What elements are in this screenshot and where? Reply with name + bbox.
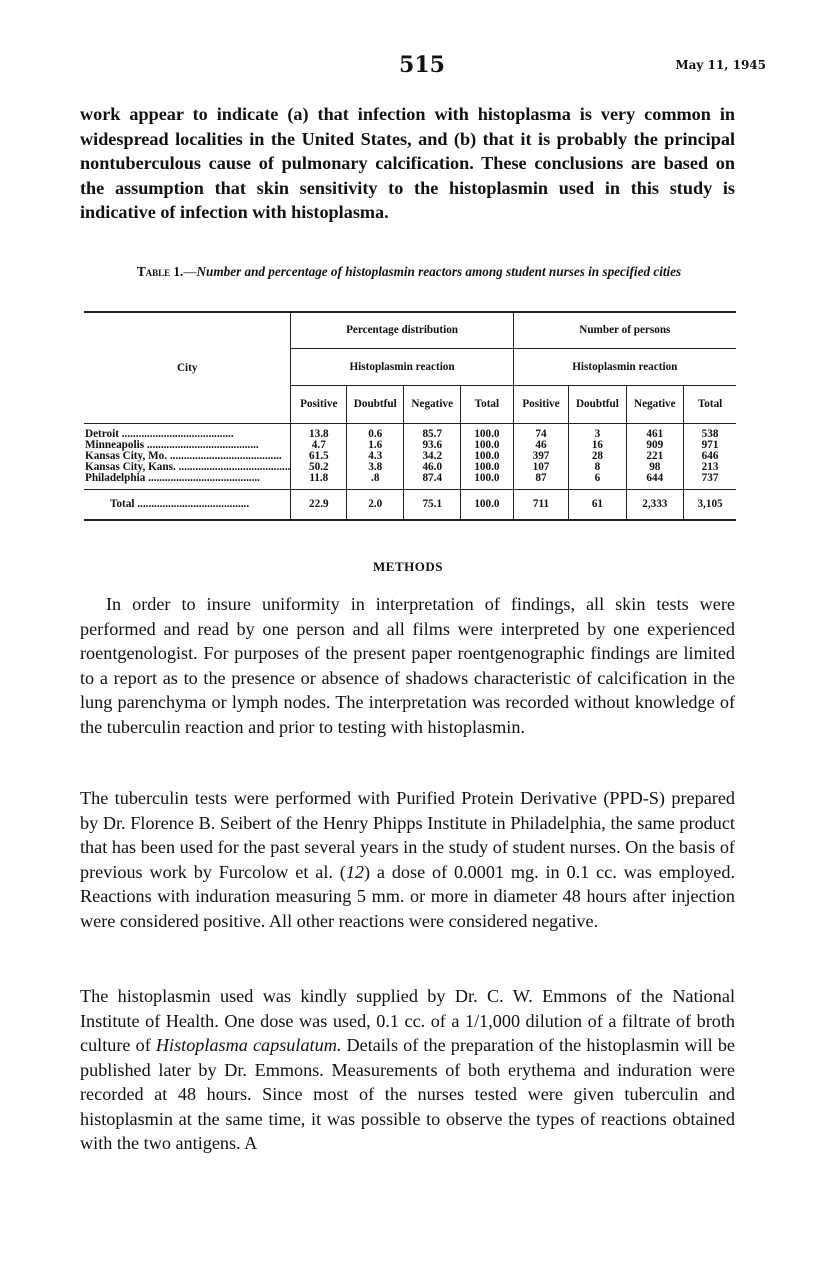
table-cell: .8 [371,471,380,484]
page-header [78,52,766,82]
col-negative: Negative [404,385,461,423]
intro-paragraph: work appear to indicate (a) that infection with histoplasma is very common in widespread localities in the United States, and (b) that it is probably the principal nontuberculous cause of pulmonary calcification. These conclusions are based on the assumption that skin sensitivity to the histoplasmin used in this study is indicative of infection with histoplasma. [80,104,735,222]
paragraph-text: Details of the preparation of the histoplasmin will be published later by Dr. Emmons. Measurements of both erythema and induration were recorded at 48 hours. Since most of the nurses tested were given tuberculin and histoplasmin at the same time, it was possible to observe the types of reactions obtained with the two antigens. A [80,1035,735,1153]
paragraph-text: The tuberculin tests were performed with Purified Protein Derivative (PPD-S) prepared by Dr. Florence B. Seibert of the Henry Phipps Institute in Philadelphia, the same product that has been used for the past several years in the study of student nurses. On the basis of previous work by Furcolow et al. ( [80,788,735,882]
table-body-rows [84,423,736,489]
total-cell: 3,105 [684,489,736,520]
total-cell: 61 [569,489,626,520]
table-cell: 1.6 [368,438,383,451]
caption-label: Table 1. [136,264,184,279]
city-list [84,423,291,489]
paragraph-text: The histoplasmin used was kindly supplied by Dr. C. W. Emmons of the National Institute of Health. One dose was used, 0.1 cc. of a 1/1,000 dilution of a filtrate of broth culture of [80,986,735,1055]
table-cell: 100.0 [474,471,500,484]
table-cell: 13.8 [309,427,329,440]
percent-subgroup-header: Histoplasmin reaction [291,348,513,385]
table-cell: 34.2 [422,449,443,462]
total-cell: 2.0 [347,489,404,520]
table-row-city: Philadelphia ........................................ [85,472,260,484]
page-number: 515 [399,52,445,78]
caption-dash: — [183,264,197,279]
table-cell: 100.0 [474,460,500,473]
table-cell: 909 [646,438,664,451]
col-total: Total [461,385,513,423]
num-negative-cell [626,423,684,489]
issue-date: May 11, 1945 [675,58,766,72]
table-cell: 538 [701,427,719,440]
col-negative: Negative [626,385,684,423]
organism-name: Histoplasma capsulatum. [155,1035,342,1055]
methods-paragraph-2 [80,786,735,933]
table-cell: 74 [535,427,547,440]
table-cell: 397 [532,449,550,462]
table-cell: 3 [594,427,601,440]
table-cell: 16 [591,438,604,451]
total-cell: 2,333 [626,489,684,520]
table-cell: 644 [646,471,664,484]
paragraph-text: ) a dose of 0.0001 mg. in 0.1 cc. was employed. Reactions with induration measuring 5 mm. or more in diameter 48 hours after injection were considered positive. All other reactions were considered negative. [80,861,735,931]
table-cell: 100.0 [474,427,500,440]
table-cell: 98 [649,460,661,473]
table-cell: 46.0 [422,460,443,473]
city-header: City [84,312,291,423]
table-cell: 461 [646,427,664,440]
total-label: Total ........................................ [110,498,250,511]
caption-text: Number and percentage of histoplasmin reactors among student nurses in specified cities [196,264,682,279]
methods-paragraph-3 [80,984,735,1156]
total-row [84,489,736,520]
num-doubtful-cell [569,423,626,489]
col-doubtful: Doubtful [347,385,404,423]
table-cell: 213 [701,460,719,473]
table-cell: 100.0 [474,438,500,451]
col-doubtful: Doubtful [569,385,626,423]
table-cell: 646 [701,449,719,462]
total-cell: 75.1 [404,489,461,520]
table-cell: 8 [594,460,601,473]
number-subgroup-header: Histoplasmin reaction [513,348,736,385]
table-cell: 4.3 [368,449,383,462]
total-cell: 100.0 [461,489,513,520]
num-total-cell [684,423,736,489]
num-positive-cell [513,423,569,489]
table-row-city: Kansas City, Mo. ........................................ [85,450,282,462]
table-cell: 28 [591,449,604,462]
table-cell: 221 [646,449,664,462]
methods-paragraph-1: In order to insure uniformity in interpretation of findings, all skin tests were performed and read by one person and all films were interpreted by one experienced roentgenologist. For purposes of the present paper roentgenographic findings are limited to a report as to the presence or absence of shadows characteristic of calcification in the lung parenchyma or lymph nodes. The interpretation was recorded without knowledge of the tuberculin reaction and prior to testing with histoplasmin. [80,594,735,737]
table-cell: 4.7 [311,438,326,451]
table-cell: 46 [535,438,547,451]
table-row-city: Minneapolis ........................................ [85,439,259,451]
col-positive: Positive [291,385,347,423]
table-cell: 11.8 [309,471,329,484]
table-cell: 3.8 [368,460,383,473]
table-cell: 87 [535,471,547,484]
col-total: Total [684,385,736,423]
table-cell: 737 [701,471,719,484]
reactors-table [84,311,736,521]
table-row-city: Detroit ........................................ [85,428,234,440]
table-cell: 100.0 [474,449,500,462]
pct-doubtful-cell [347,423,404,489]
table-cell: 0.6 [368,427,383,440]
percent-group-header: Percentage distribution [291,312,513,348]
table-row-city: Kansas City, Kans. ........................................ [85,461,291,473]
table-cell: 61.5 [309,449,329,462]
pct-positive-cell [291,423,347,489]
table-cell: 971 [701,438,719,451]
table-cell: 87.4 [422,471,443,484]
pct-negative-cell [404,423,461,489]
number-group-header: Number of persons [513,312,736,348]
table-cell: 50.2 [309,460,329,473]
section-heading: METHODS [373,559,443,574]
table-cell: 107 [532,460,550,473]
total-cell: 22.9 [291,489,347,520]
total-cell: 711 [513,489,569,520]
table-caption [84,264,734,279]
table-cell: 85.7 [422,427,443,440]
reference-number: 12 [345,861,365,882]
table-cell: 93.6 [422,438,443,451]
col-positive: Positive [513,385,569,423]
pct-total-cell [461,423,513,489]
table-cell: 6 [594,471,601,484]
